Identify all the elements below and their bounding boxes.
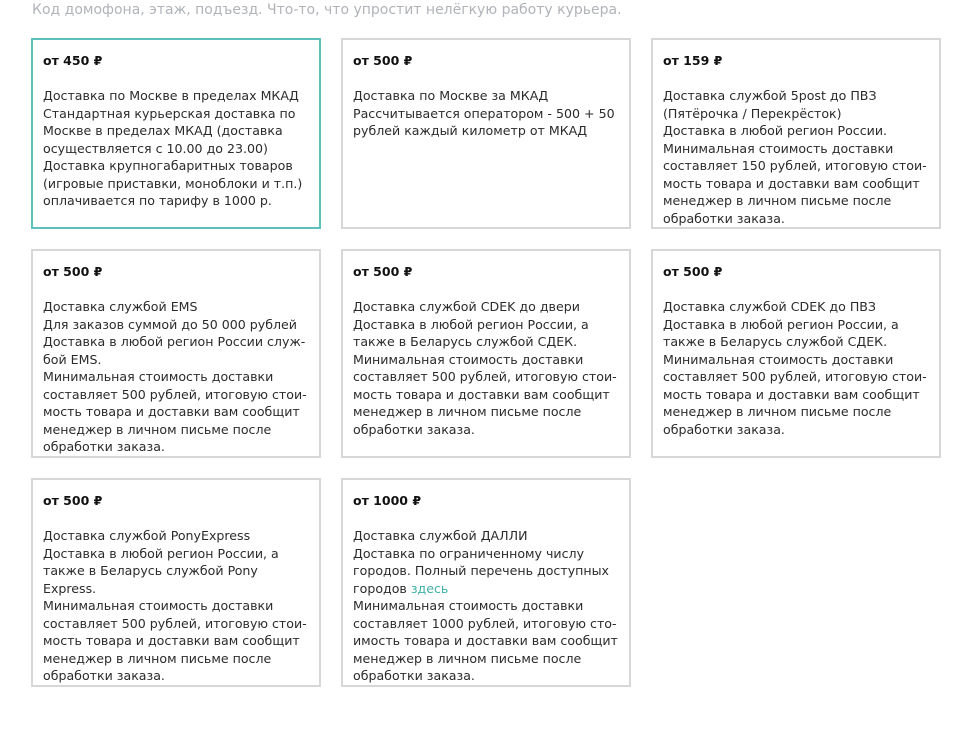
description-line: имость товара и доставки вам сообщит	[353, 633, 618, 648]
option-price: от 500 ₽	[353, 264, 413, 279]
description-line: менеджер в личном письме после	[353, 404, 582, 419]
description-line: Минимальная стоимость доставки	[353, 598, 584, 613]
option-description	[43, 527, 309, 685]
description-text: городов	[353, 580, 411, 596]
option-price: от 450 ₽	[43, 53, 103, 68]
description-line: обработки заказа.	[663, 210, 785, 226]
description-line: рублей каждый километр от МКАД	[353, 123, 588, 138]
option-price: от 500 ₽	[43, 264, 103, 279]
description-line: также в Беларусь службой Pony	[43, 563, 258, 578]
option-price: от 500 ₽	[663, 264, 723, 279]
description-line: Доставка крупногабаритных товаров	[43, 158, 293, 173]
delivery-option-ponyexpress[interactable]	[31, 478, 321, 687]
description-line: Доставка службой CDEK до двери	[353, 299, 580, 314]
description-line: Доставка в любой регион России, а	[353, 316, 589, 332]
description-line: обработки заказа.	[43, 668, 165, 683]
description-line: менеджер в личном письме после	[663, 193, 892, 208]
description-line: менеджер в личном письме после	[43, 650, 272, 666]
description-line: составляет 500 рублей, итоговую стои-	[43, 615, 307, 631]
description-line: Доставка по Москве в пределах МКАД	[43, 88, 299, 103]
description-line: Доставка в любой регион России служ-	[43, 334, 306, 349]
option-description	[43, 298, 309, 456]
description-line: Доставка службой PonyExpress	[43, 528, 251, 543]
description-line: менеджер в личном письме после	[663, 404, 892, 419]
description-line: составляет 500 рублей, итоговую стои-	[663, 369, 927, 384]
option-price: от 500 ₽	[353, 53, 413, 68]
cities-link-line	[353, 580, 619, 598]
description-line: составляет 500 рублей, итоговую стои-	[43, 386, 307, 402]
description-line: (игровые приставки, моноблоки и т.п.)	[43, 175, 303, 191]
description-line: обработки заказа.	[663, 421, 785, 437]
option-description	[663, 87, 929, 227]
option-description	[353, 298, 619, 438]
description-line: Минимальная стоимость доставки	[663, 351, 894, 367]
description-line: Доставка службой CDEK до ПВЗ	[663, 299, 877, 314]
description-line: обработки заказа.	[353, 421, 475, 437]
description-line: составляет 1000 рублей, итоговую сто-	[353, 615, 617, 631]
delivery-option-cdek-door[interactable]	[341, 249, 631, 458]
description-line: Стандартная курьерская доставка по	[43, 105, 296, 121]
comment-hint: Код домофона, этаж, подъезд. Что-то, что упростит нелёгкую работу курьера.	[32, 2, 622, 18]
delivery-option-ems[interactable]	[31, 249, 321, 458]
description-line: составляет 150 рублей, итоговую стои-	[663, 158, 927, 173]
description-line: осуществляется с 10.00 до 23.00)	[43, 140, 268, 156]
description-line: Express.	[43, 580, 97, 596]
description-line: оплачивается по тарифу в 1000 р.	[43, 193, 272, 208]
option-description	[353, 87, 619, 140]
description-line: Минимальная стоимость доставки	[353, 351, 584, 367]
delivery-option-dalli[interactable]	[341, 478, 631, 687]
description-line: Доставка службой EMS	[43, 299, 198, 314]
description-line: мость товара и доставки вам сообщит	[353, 386, 610, 402]
description-line: Москве в пределах МКАД (доставка	[43, 123, 283, 138]
option-description	[663, 298, 929, 438]
description-line: менеджер в личном письме после	[43, 421, 272, 437]
option-description	[353, 527, 619, 685]
cities-list-link[interactable]: здесь	[410, 580, 449, 596]
delivery-option-moscow-mkad[interactable]	[31, 38, 321, 229]
description-line: Доставка в любой регион России.	[663, 123, 888, 138]
description-line: Доставка службой ДАЛЛИ	[353, 528, 528, 543]
description-line: мость товара и доставки вам сообщит	[43, 633, 300, 648]
option-description	[43, 87, 309, 210]
delivery-option-5post[interactable]	[651, 38, 941, 229]
description-line: городов. Полный перечень доступных	[353, 563, 610, 578]
description-line: обработки заказа.	[43, 439, 165, 454]
description-line: Доставка в любой регион России, а	[663, 316, 899, 332]
description-line: составляет 500 рублей, итоговую стои-	[353, 369, 617, 384]
description-line: Доставка службой 5post до ПВЗ	[663, 88, 877, 103]
description-line: мость товара и доставки вам сообщит	[43, 404, 300, 419]
description-line: Минимальная стоимость доставки	[663, 140, 894, 156]
description-line: Доставка по ограниченному числу	[353, 545, 585, 561]
option-price: от 500 ₽	[43, 493, 103, 508]
description-line: обработки заказа.	[353, 668, 475, 683]
description-line: Доставка в любой регион России, а	[43, 545, 279, 561]
delivery-option-moscow-outside-mkad[interactable]	[341, 38, 631, 229]
description-line: Для заказов суммой до 50 000 рублей	[43, 316, 297, 332]
description-line: также в Беларусь службой СДЕК.	[353, 334, 578, 349]
description-line: Минимальная стоимость доставки	[43, 598, 274, 613]
description-line: мость товара и доставки вам сообщит	[663, 175, 920, 191]
description-line: бой EMS.	[43, 351, 102, 367]
description-line: (Пятёрочка / Перекрёсток)	[663, 105, 842, 121]
description-line: менеджер в личном письме после	[353, 650, 582, 666]
option-price: от 1000 ₽	[353, 493, 422, 508]
description-line: Доставка по Москве за МКАД	[353, 88, 549, 103]
description-line: Минимальная стоимость доставки	[43, 369, 274, 384]
delivery-option-cdek-pickup[interactable]	[651, 249, 941, 458]
description-line: также в Беларусь службой СДЕК.	[663, 334, 888, 349]
description-line: Рассчитывается оператором - 500 + 50	[353, 105, 615, 121]
description-line: мость товара и доставки вам сообщит	[663, 386, 920, 402]
option-price: от 159 ₽	[663, 53, 723, 68]
